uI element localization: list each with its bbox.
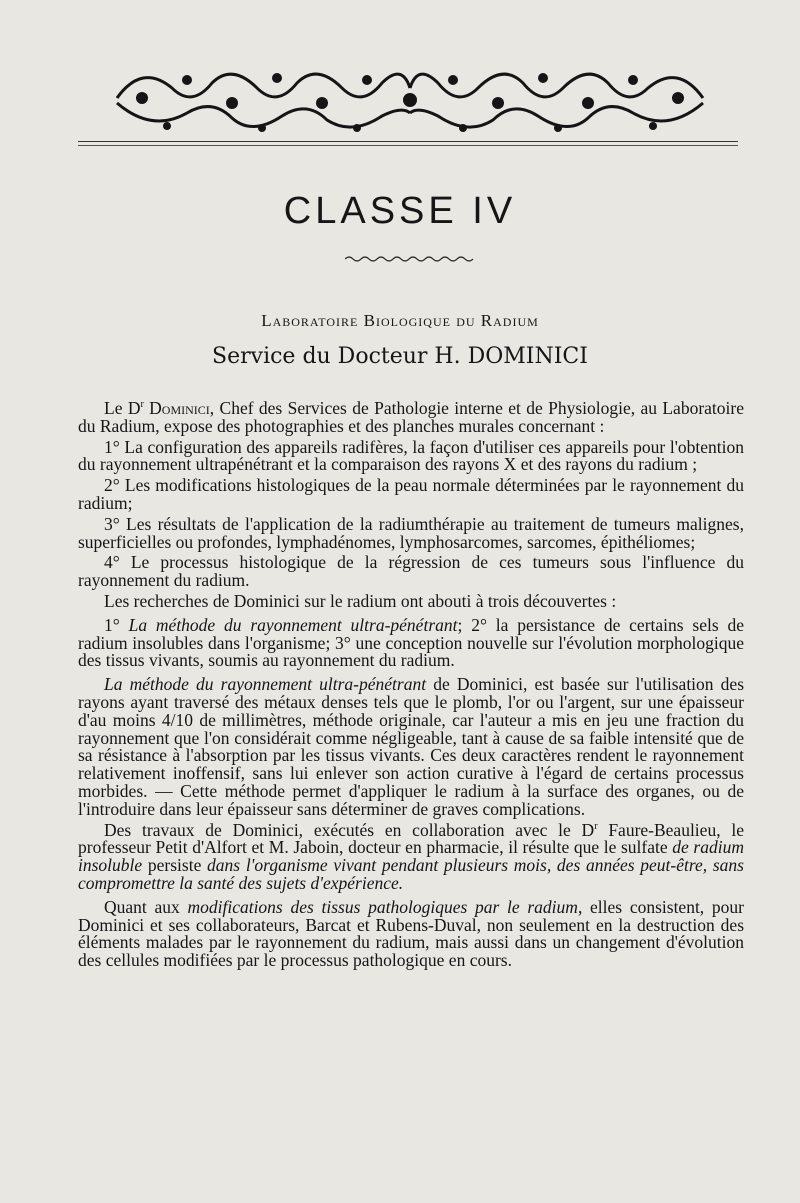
paragraph-item-3: 3° Les résultats de l'application de la radiumthérapie au traitement de tumeurs malignes, superficielles ou profondes, lymphadénomes, lymphosarcomes, sarcomes, épithéliomes; (78, 513, 744, 552)
paragraph-method: La méthode du rayonnement ultra-pénétrant de Dominici, est basée sur l'utilisation des rayons ayant traversé des métaux denses tels que le plomb, l'or ou l'argent, sur une épaisseur d'au moins 4/10 de millimètres, méthode originale, car l'auteur a mis en jeu une fraction du rayonnement que l'on considérait comme négligeable, tant à cause de sa faible intensité que de sa résistance à l'absorption par les tissus vivants. Ces deux caractères rendent le rayonnement relativement inoffensif, sans lui enlever son action curative à l'égard de certains processus morbides. — Cette méthode permet d'appliquer le radium à la surface des organes, ou de l'introduire dans leur épaisseur sans déterminer de graves complications. (78, 674, 745, 819)
header-rule-thin (78, 145, 738, 146)
body-text (78, 400, 744, 973)
paragraph-collaboration: Des travaux de Dominici, exécutés en collaboration avec le $D^r$ Faure-Beaulieu, le professeur Petit d'Alfort et M. Jaboin, docteur en pharmacie, il résulte que le sulfate de radium insoluble persiste dans l'organisme vivant pendant plusieurs mois, des années peut-être, sans compromettre la santé des sujets d'expérience. (78, 819, 744, 893)
paragraph-item-2: 2° Les modifications histologiques de la peau normale déterminées par le rayonnement du radium; (78, 475, 744, 513)
paragraph-discoveries: Les recherches de Dominici sur le radium ont abouti à trois découvertes : (104, 590, 617, 611)
service-title: Service du Docteur H. DOMINICI (212, 344, 588, 369)
header-rule (78, 141, 738, 142)
laboratory-title: Laboratoire Biologique du Radium (261, 311, 539, 330)
paragraph-item-1: 1° La configuration des appareils radifères, la façon d'utiliser ces appareils pour l'obtention du rayonnement ultrapénétrant et la comparaison des rayons X et des rayons du radium ; (78, 436, 744, 475)
paragraph-item-4: 4° Le processus histologique de la régression de ces tumeurs sous l'influence du rayonnement du radium. (78, 552, 744, 591)
paragraph-discoveries-list: 1° La méthode du rayonnement ultra-pénétrant; 2° la persistance de certains sels de radium insolubles dans l'organisme; 3° une conception nouvelle sur l'évolution morphologique des tissus vivants, soumis au rayonnement du radium. (78, 614, 745, 671)
title-squiggle-divider-icon (345, 254, 475, 264)
paragraph-modifications: Quant aux modifications des tissus pathologiques par le radium, elles consistent, pour Dominici et ses collaborateurs, Barcat et Rubens-Duval, non seulement en la destruction des éléments malades par le rayonnement du radium, mais aussi dans un changement d'évolution des cellules modifiées par le processus pathologique en cours. (78, 896, 744, 971)
paragraph-intro: Le $D^r$ Dominici, Chef des Services de Pathologie interne et de Physiologie, au Laboratoire du Radium, expose des photographies et des planches murales concernant : (78, 398, 744, 436)
class-title: CLASSE IV (283, 190, 517, 232)
decorative-header-ornament-icon (112, 58, 708, 138)
